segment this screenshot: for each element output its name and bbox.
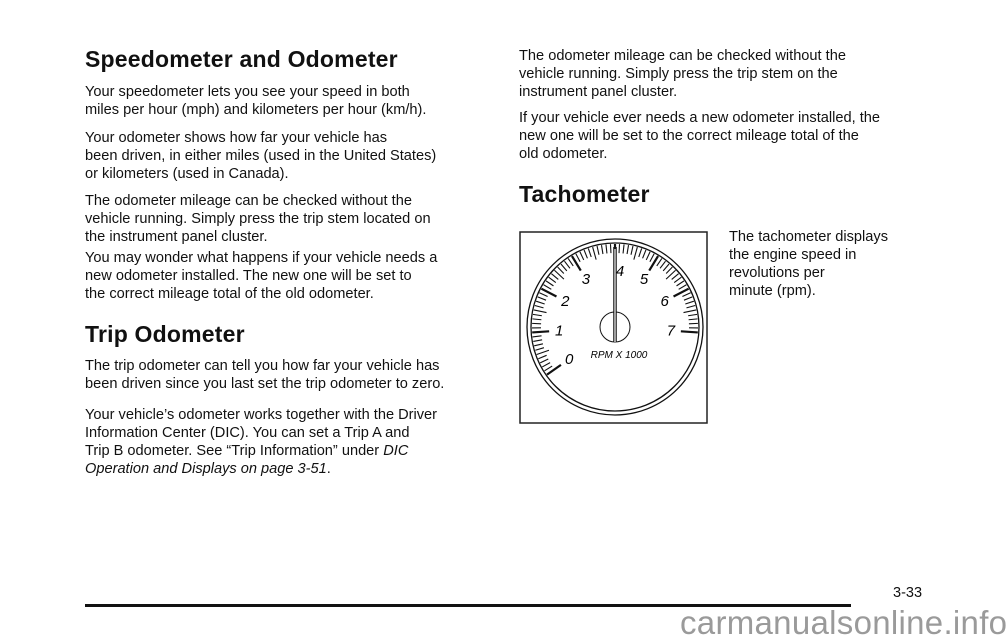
paragraph-trip-a-b [85,406,437,478]
text-line: You may wonder what happens if your vehicle needs a [85,249,437,267]
text-line: Your odometer shows how far your vehicle has [85,129,436,147]
text-segment: . [327,461,331,477]
text-line: vehicle running. Simply press the trip stem on the [519,65,846,83]
text-line: The odometer mileage can be checked without the [85,192,431,210]
paragraph-new-odometer [85,249,437,303]
tachometer-illustration [519,231,709,425]
gauge-label-0: 0 [565,351,574,368]
text-line: Your vehicle’s odometer works together with the Driver [85,406,437,424]
text-line: miles per hour (mph) and kilometers per hour (km/h). [85,101,426,119]
text-line: revolutions per [729,264,888,282]
text-line: minute (rpm). [729,282,888,300]
heading-speedometer-odometer: Speedometer and Odometer [85,46,398,73]
text-line: Information Center (DIC). You can set a Trip A and [85,424,437,442]
gauge-label-1: 1 [555,323,563,340]
gauge-tick [681,331,698,332]
text-line: The trip odometer can tell you how far your vehicle has [85,357,444,375]
text-line: been driven, in either miles (used in the United States) [85,147,436,165]
text-line: the correct mileage total of the old odometer. [85,285,437,303]
cross-reference-link: Operation and Displays on page 3-51 [85,461,327,477]
gauge-unit-label: RPM X 1000 [591,350,648,361]
heading-tachometer: Tachometer [519,181,650,208]
gauge-label-6: 6 [661,293,670,310]
gauge-label-2: 2 [560,293,570,310]
text-line: or kilometers (used in Canada). [85,165,436,183]
text-segment: Trip B odometer. See “Trip Information” under [85,443,383,459]
gauge-tick [532,331,549,332]
tachometer-caption [729,228,888,300]
gauge-label-3: 3 [582,271,591,288]
paragraph-trip-odometer [85,357,444,393]
text-line: old odometer. [519,145,880,163]
text-line: the engine speed in [729,246,888,264]
paragraph-odometer-check [85,192,431,246]
text-line: the instrument panel cluster. [85,228,431,246]
text-line: If your vehicle ever needs a new odometer installed, the [519,109,880,127]
text-line: Your speedometer lets you see your speed in both [85,83,426,101]
cross-reference-link: DIC [383,443,408,459]
text-line [85,442,437,460]
page-number: 3-33 [893,586,922,601]
watermark: carmanualsonline.info [680,606,1007,639]
paragraph-new-odometer-right [519,109,880,163]
heading-trip-odometer: Trip Odometer [85,321,245,348]
text-line [85,460,437,478]
text-line: new odometer installed. The new one will be set to [85,267,437,285]
paragraph-odometer [85,129,436,183]
text-line: The odometer mileage can be checked without the [519,47,846,65]
text-line: instrument panel cluster. [519,83,846,101]
text-line: new one will be set to the correct mileage total of the [519,127,880,145]
paragraph-odometer-check-right [519,47,846,101]
text-line: been driven since you last set the trip odometer to zero. [85,375,444,393]
gauge-label-7: 7 [667,323,676,340]
gauge-label-5: 5 [640,271,649,288]
paragraph-speedometer [85,83,426,119]
text-line: The tachometer displays [729,228,888,246]
text-line: vehicle running. Simply press the trip stem located on [85,210,431,228]
gauge-label-4: 4 [616,263,624,280]
